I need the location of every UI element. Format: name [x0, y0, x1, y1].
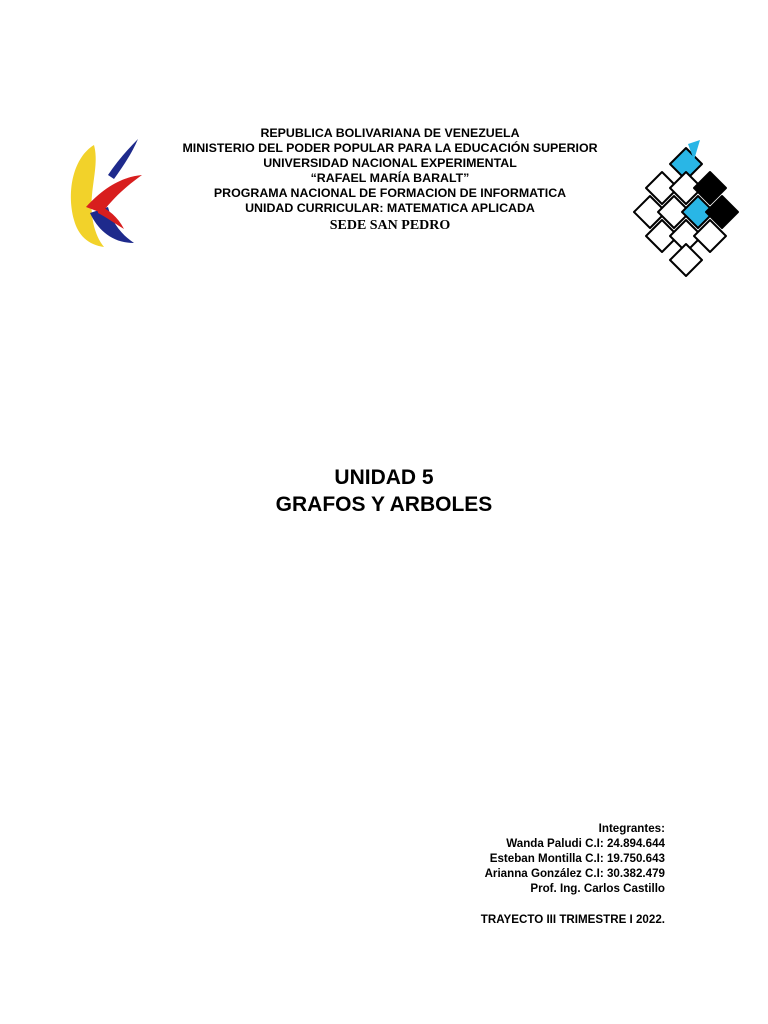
- institution-header: [150, 126, 630, 235]
- member-2: Esteban Montilla C.I: 19.750.643: [489, 852, 665, 865]
- unit-number: UNIDAD 5: [334, 466, 434, 489]
- member-3: Arianna González C.I: 30.382.479: [484, 867, 665, 880]
- header-line-university-name: “RAFAEL MARÍA BARALT”: [310, 171, 470, 185]
- document-title: [0, 464, 768, 518]
- professor: Prof. Ing. Carlos Castillo: [530, 882, 665, 895]
- header-line-university: UNIVERSIDAD NACIONAL EXPERIMENTAL: [263, 156, 517, 170]
- unit-topic: GRAFOS Y ARBOLES: [275, 493, 493, 516]
- header-line-country: REPUBLICA BOLIVARIANA DE VENEZUELA: [260, 126, 520, 140]
- header-line-program: PROGRAMA NACIONAL DE FORMACION DE INFORMATICA: [213, 186, 567, 200]
- members-block: [485, 821, 665, 896]
- header-sede: SEDE SAN PEDRO: [329, 218, 451, 233]
- ministry-logo-icon: [64, 135, 144, 255]
- university-logo-icon: [632, 138, 740, 283]
- member-1: Wanda Paludi C.I: 24.894.644: [506, 837, 665, 850]
- header-line-course: UNIDAD CURRICULAR: MATEMATICA APLICADA: [245, 201, 535, 215]
- trayecto-line: TRAYECTO III TRIMESTRE I 2022.: [480, 913, 665, 926]
- header-line-ministry: MINISTERIO DEL PODER POPULAR PARA LA EDUCACIÓN SUPERIOR: [182, 141, 598, 155]
- members-heading: Integrantes:: [598, 822, 665, 835]
